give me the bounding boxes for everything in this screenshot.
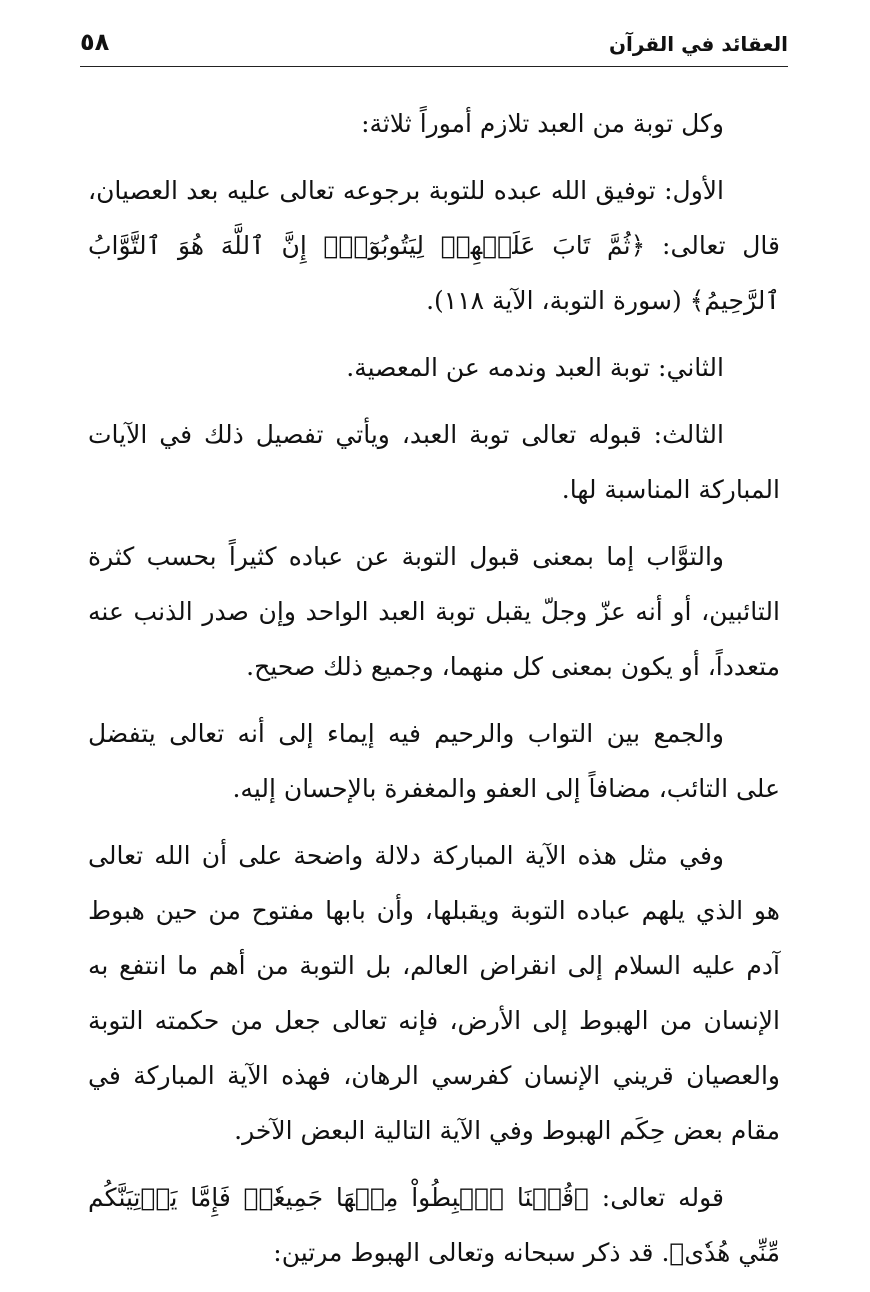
paragraph-intro: وكل توبة من العبد تلازم أموراً ثلاثة:: [361, 109, 724, 138]
paragraph-tawwab: والتوَّاب إما بمعنى قبول التوبة عن عباده كثيراً بحسب كثرة التائبين، أو أنه عزّ وجلّ يقبل توبة العبد الواحد وإن صدر الذنب عنه متعدداً، أو يكون بمعنى كل منهما، وجميع ذلك صحيح.: [88, 542, 780, 681]
paragraph-verse-commentary: وفي مثل هذه الآية المباركة دلالة واضحة على أن الله تعالى هو الذي يلهم عباده التوبة ويقبلها، وأن بابها مفتوح من حين هبوط آدم عليه السلام إلى انقراض العالم، بل التوبة من أهم ما انتفع به الإنسان من الهبوط إلى الأرض، فإنه تعالى جعل من حكمته التوبة والعصيان قريني الإنسان كفرسي الرهان، فهذه الآية المباركة في مقام بعض حِكَم الهبوط وفي الآية التالية البعض الآخر.: [88, 841, 780, 1145]
running-title: العقائد في القرآن: [608, 32, 788, 56]
paragraph-first: الأول: توفيق الله عبده للتوبة برجوعه تعالى عليه بعد العصيان، قال تعالى: ﴿ثُمَّ تَابَ عَلَيۡهِمۡ لِيَتُوبُوٓاْۚ إِنَّ ٱللَّهَ هُوَ ٱلتَّوَّابُ ٱلرَّحِيمُ﴾ (سورة التوبة، الآية ١١٨).: [88, 176, 780, 315]
paragraph-next-verse: قوله تعالى: ﴿قُلۡنَا ٱهۡبِطُواْ مِنۡهَا جَمِيعٗاۖ فَإِمَّا يَأۡتِيَنَّكُم مِّنِّي هُدٗى﴾. قد ذكر سبحانه وتعالى الهبوط مرتين:: [88, 1183, 780, 1267]
page-body: [88, 96, 780, 1292]
paragraph-third: الثالث: قبوله تعالى توبة العبد، ويأتي تفصيل ذلك في الآيات المباركة المناسبة لها.: [88, 420, 780, 504]
page-number: ٥٨: [80, 28, 110, 56]
paragraph-tawwab-rahim: والجمع بين التواب والرحيم فيه إيماء إلى أنه تعالى يتفضل على التائب، مضافاً إلى العفو والمغفرة بالإحسان إليه.: [88, 719, 780, 803]
paragraph-second: الثاني: توبة العبد وندمه عن المعصية.: [346, 353, 724, 382]
page-header: [80, 26, 788, 67]
